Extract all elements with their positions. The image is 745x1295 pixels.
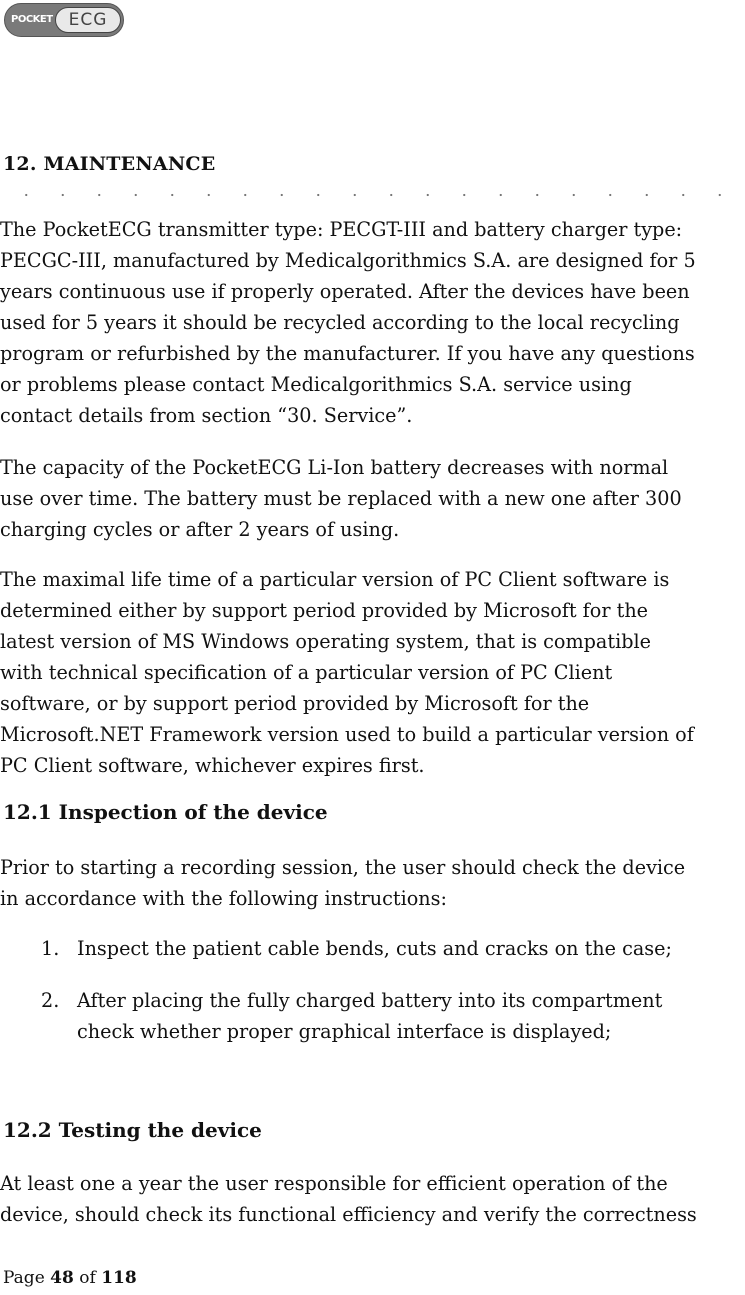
list-item-number: 2. [41, 989, 60, 1012]
page-footer [3, 1268, 137, 1288]
footer-page-label: Page [3, 1268, 45, 1288]
inspection-heading: 12.1 Inspection of the device [3, 800, 328, 824]
footer-total-pages: 118 [101, 1268, 137, 1288]
footer-of-label: of [79, 1268, 96, 1288]
dotted-divider [8, 193, 743, 197]
paragraph-line: At least one a year the user responsible for efficient operation of the [0, 1172, 668, 1195]
inspection-intro [0, 852, 745, 914]
paragraph-line: program or refurbished by the manufacturer. If you have any questions [0, 342, 695, 365]
paragraph-line: in accordance with the following instructions: [0, 887, 447, 910]
paragraph-line: or problems please contact Medicalgorithmics S.A. service using [0, 373, 632, 396]
paragraph-line: device, should check its functional efficiency and verify the correctness [0, 1203, 697, 1226]
paragraph-line: used for 5 years it should be recycled according to the local recycling [0, 311, 680, 334]
logo-ecg-text: ECG [55, 7, 121, 33]
paragraph-line: Microsoft.NET Framework version used to build a particular version of [0, 723, 694, 746]
paragraph-line: determined either by support period provided by Microsoft for the [0, 599, 649, 622]
list-item-text: check whether proper graphical interface is displayed; [77, 1020, 612, 1043]
testing-paragraph [0, 1168, 745, 1230]
paragraph-line: charging cycles or after 2 years of using. [0, 518, 400, 541]
paragraph-line: years continuous use if properly operated. After the devices have been [0, 280, 690, 303]
testing-heading: 12.2 Testing the device [3, 1118, 262, 1142]
footer-page-number: 48 [50, 1268, 74, 1288]
pocketecg-logo [4, 3, 124, 37]
paragraph-pc-client [0, 564, 745, 781]
paragraph-line: use over time. The battery must be replaced with a new one after 300 [0, 487, 682, 510]
paragraph-line: The maximal life time of a particular version of PC Client software is [0, 568, 670, 591]
paragraph-line: latest version of MS Windows operating system, that is compatible [0, 630, 651, 653]
paragraph-line: Prior to starting a recording session, the user should check the device [0, 856, 686, 879]
paragraph-battery [0, 452, 745, 545]
paragraph-line: contact details from section “30. Service”. [0, 404, 413, 427]
paragraph-lifetime [0, 214, 745, 431]
section-title: 12. MAINTENANCE [3, 153, 216, 175]
list-item-number: 1. [41, 937, 60, 960]
paragraph-line: software, or by support period provided by Microsoft for the [0, 692, 590, 715]
logo-pocket-text: POCKET [11, 14, 53, 25]
paragraph-line: The PocketECG transmitter type: PECGT-III and battery charger type: [0, 218, 683, 241]
paragraph-line: with technical specification of a particular version of PC Client [0, 661, 613, 684]
paragraph-line: The capacity of the PocketECG Li-Ion battery decreases with normal [0, 456, 669, 479]
paragraph-line: PECGC-III, manufactured by Medicalgorithmics S.A. are designed for 5 [0, 249, 696, 272]
list-item-text: After placing the fully charged battery into its compartment [77, 989, 663, 1012]
paragraph-line: PC Client software, whichever expires first. [0, 754, 425, 777]
list-item-text: Inspect the patient cable bends, cuts and cracks on the case; [77, 937, 672, 960]
